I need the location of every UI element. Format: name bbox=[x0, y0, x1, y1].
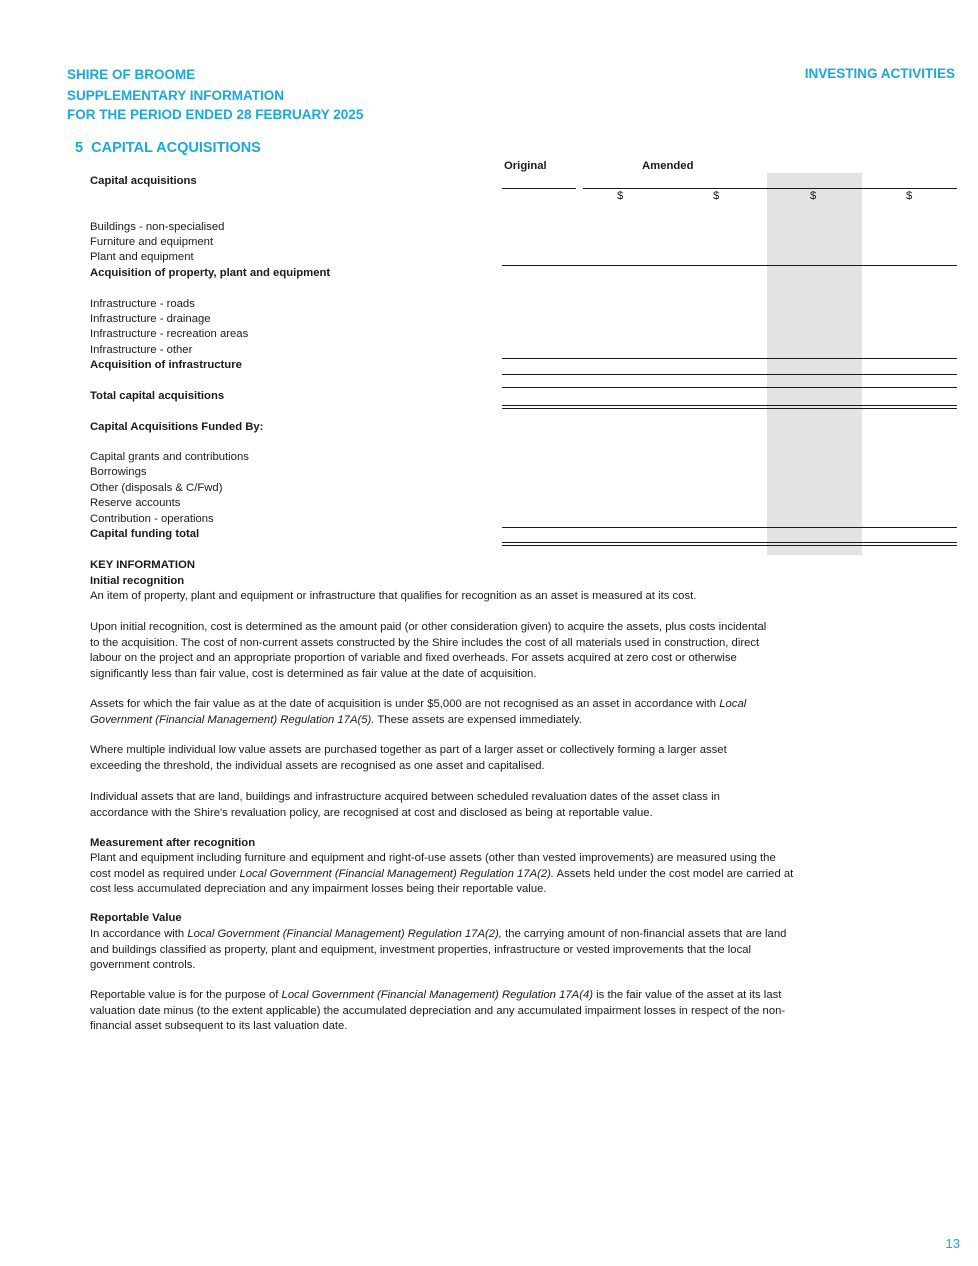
text-run: Assets for which the fair value as at the date of acquisition is under $5,000 are not recognised as an asset in accordance with bbox=[90, 698, 720, 710]
paragraph: Individual assets that are land, buildings and infrastructure acquired between scheduled revaluation dates of the asset class in accordance with the Shire's revaluation policy, are recognised at cost and disclosed as being at reportable value. bbox=[90, 791, 720, 819]
table-row-label: Borrowings bbox=[90, 466, 147, 478]
text-run: These assets are expensed immediately. bbox=[374, 713, 582, 726]
paragraph bbox=[90, 988, 790, 1035]
header-underline bbox=[502, 188, 576, 189]
text-run: In accordance with bbox=[90, 928, 188, 940]
total-double-rule bbox=[502, 405, 957, 409]
subtotal-rule bbox=[502, 374, 957, 375]
subtotal-row-label: Capital funding total bbox=[90, 528, 200, 540]
total-row-label: Total capital acquisitions bbox=[90, 390, 225, 402]
paragraph: Upon initial recognition, cost is determined as the amount paid (or other consideration given) to acquire the assets, plus costs incidental to the acquisition. The cost of non-current assets constructed by the Shire includes the cost of all materials used in construction, direct labour on the project and an appropriate proportion of variable and fixed overheads. For assets acquired at zero cost or otherwise significantly less than fair value, cost is determined as fair value at the date of acquisition. bbox=[90, 621, 767, 680]
ytd-actual-shading bbox=[767, 173, 862, 555]
report-period: FOR THE PERIOD ENDED 28 FEBRUARY 2025 bbox=[67, 107, 364, 122]
regulation-ref: Local Government (Financial Management) Regulation 17A(5). bbox=[90, 698, 747, 726]
table-row-label: Plant and equipment bbox=[90, 251, 194, 263]
section-number: 5 bbox=[75, 140, 84, 156]
paragraph bbox=[90, 927, 790, 974]
report-subtitle: SUPPLEMENTARY INFORMATION bbox=[67, 88, 285, 103]
table-row-label: Infrastructure - drainage bbox=[90, 313, 211, 325]
section-heading: CAPITAL ACQUISITIONS bbox=[91, 140, 261, 156]
table-row-label: Capital grants and contributions bbox=[90, 451, 249, 463]
measurement-heading: Measurement after recognition bbox=[90, 837, 256, 849]
section-tag: INVESTING ACTIVITIES bbox=[804, 66, 955, 81]
header-underline bbox=[583, 188, 957, 189]
header-amended: Amended bbox=[642, 160, 694, 172]
subtotal-row-label: Acquisition of infrastructure bbox=[90, 359, 242, 371]
table-row-label: Infrastructure - roads bbox=[90, 298, 195, 310]
text-run: Reportable value is for the purpose of bbox=[90, 989, 282, 1001]
paragraph: Where multiple individual low value assets are purchased together as part of a larger asset or collectively forming a larger asset exceeding the threshold, the individual assets are recognised as one asset and capitalised. bbox=[90, 744, 727, 772]
regulation-ref: Local Government (Financial Management) Regulation 17A(4) bbox=[281, 989, 594, 1001]
text-run: the carrying amount of non-financial assets that are land and buildings classified as property, plant and equipment, investment properties, infrastructure or vested improvements that the local government controls. bbox=[90, 928, 787, 971]
unit-label: $ bbox=[617, 190, 624, 202]
text-run: is the fair value of the asset at its last valuation date minus (to the extent applicable) the accumulated depreciation and any accumulated impairment losses in respect of the non-financial asset subsequent to its last valuation date. bbox=[90, 989, 786, 1032]
subtotal-rule bbox=[502, 527, 957, 528]
table-row-label: Furniture and equipment bbox=[90, 236, 214, 248]
unit-label: $ bbox=[810, 190, 817, 202]
paragraph bbox=[90, 697, 760, 728]
section-title bbox=[75, 140, 261, 156]
subtotal-row-label: Acquisition of property, plant and equipment bbox=[90, 267, 331, 279]
initial-recognition-heading: Initial recognition bbox=[90, 575, 185, 587]
header-label: Capital acquisitions bbox=[90, 175, 197, 187]
table-row-label: Reserve accounts bbox=[90, 497, 181, 509]
funded-by-heading: Capital Acquisitions Funded By: bbox=[90, 421, 264, 433]
paragraph bbox=[90, 851, 795, 898]
total-rule bbox=[502, 387, 957, 388]
paragraph: An item of property, plant and equipment or infrastructure that qualifies for recognition as an asset is measured at its cost. bbox=[90, 590, 697, 602]
table-row-label: Contribution - operations bbox=[90, 513, 214, 525]
table-row-label: Infrastructure - recreation areas bbox=[90, 328, 249, 340]
reportable-value-heading: Reportable Value bbox=[90, 912, 182, 924]
regulation-ref: Local Government (Financial Management) Regulation 17A(2). bbox=[239, 867, 555, 880]
text-run: Plant and equipment including furniture and equipment and right-of-use assets (other than vested improvements) are measured using the cost model as required under bbox=[90, 852, 776, 880]
org-name: SHIRE OF BROOME bbox=[67, 67, 196, 82]
subtotal-rule bbox=[502, 265, 957, 266]
total-double-rule bbox=[502, 542, 957, 546]
regulation-ref: Local Government (Financial Management) Regulation 17A(2), bbox=[187, 928, 502, 940]
table-row-label: Other (disposals & C/Fwd) bbox=[90, 482, 223, 494]
unit-label: $ bbox=[906, 190, 913, 202]
table-row-label: Buildings - non-specialised bbox=[90, 221, 225, 233]
text-run: Assets held under the cost model are carried at cost less accumulated depreciation and any impairment losses being their reportable value. bbox=[90, 867, 794, 895]
table-row-label: Infrastructure - other bbox=[90, 344, 193, 356]
subtotal-rule bbox=[502, 358, 957, 359]
key-info-heading: KEY INFORMATION bbox=[90, 559, 196, 571]
unit-label: $ bbox=[713, 190, 720, 202]
header-original: Original bbox=[504, 160, 547, 172]
page-number: 13 bbox=[945, 1236, 960, 1251]
